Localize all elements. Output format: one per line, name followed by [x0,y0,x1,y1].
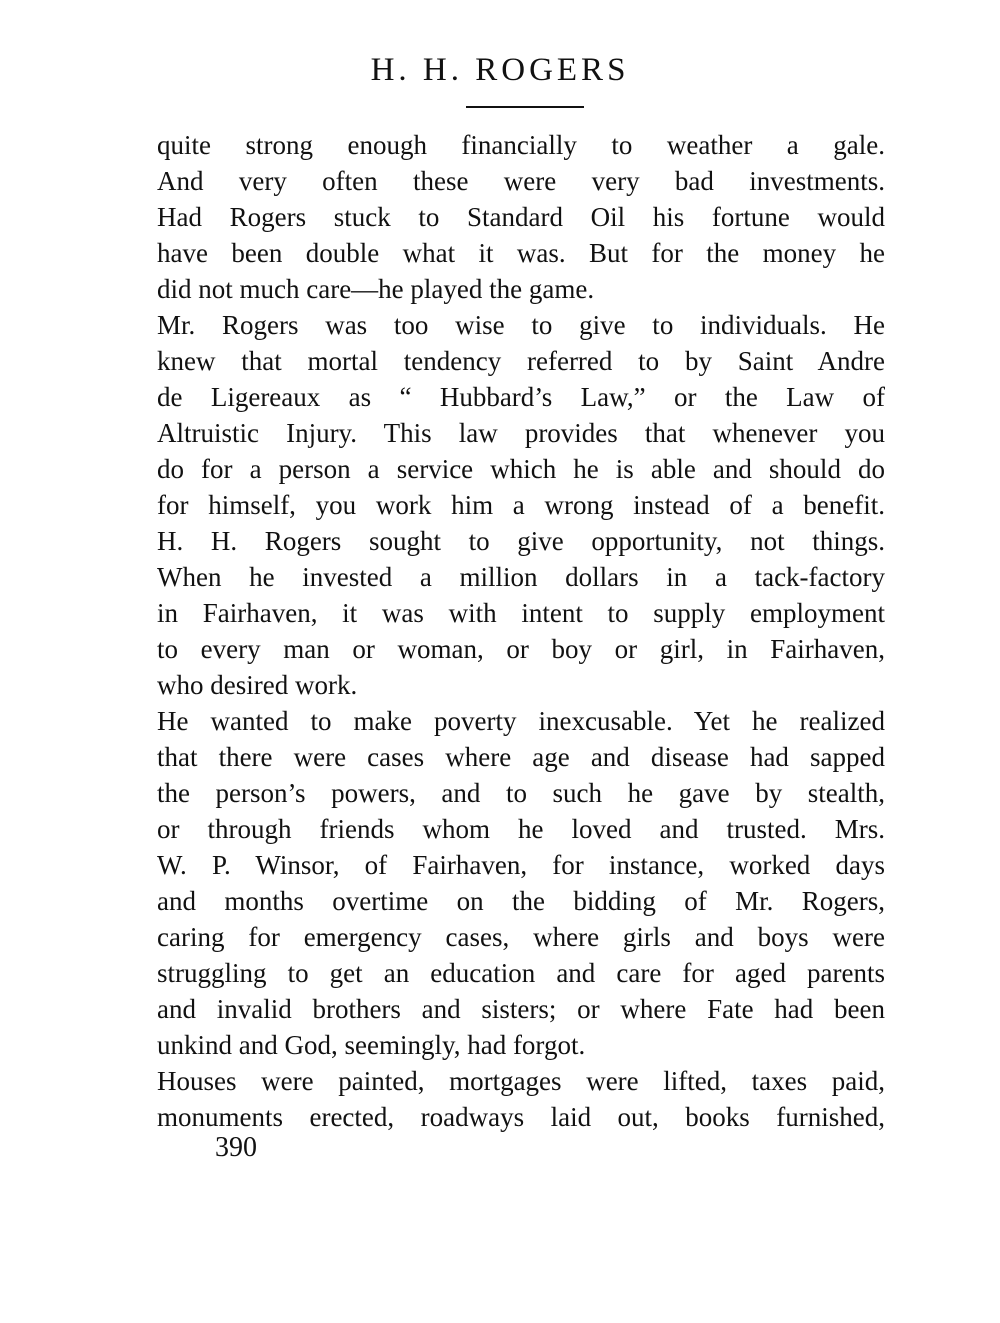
text-line: or through friends whom he loved and trusted. Mrs. [157,814,885,844]
body-text [157,127,885,1135]
text-line: struggling to get an education and care for aged parents [157,958,885,988]
text-line: for himself, you work him a wrong instead of a benefit. [157,490,885,520]
text-line: knew that mortal tendency referred to by Saint Andre [157,346,885,376]
text-line: did not much care—he played the game. [157,274,595,304]
text-line: de Ligereaux as “ Hubbard’s Law,” or the Law of [157,382,885,412]
text-line: He wanted to make poverty inexcusable. Yet he realized [157,706,885,736]
text-line: and invalid brothers and sisters; or where Fate had been [157,994,885,1024]
text-line: Altruistic Injury. This law provides that whenever you [157,418,885,448]
text-line: who desired work. [157,670,358,700]
text-line: H. H. Rogers sought to give opportunity, not things. [157,526,885,556]
text-line: in Fairhaven, it was with intent to supply employment [157,598,885,628]
page-number: 390 [215,1132,257,1163]
text-line: W. P. Winsor, of Fairhaven, for instance, worked days [157,850,885,880]
text-line: caring for emergency cases, where girls and boys were [157,922,885,952]
text-line: monuments erected, roadways laid out, books furnished, [157,1102,885,1132]
text-line: have been double what it was. But for the money he [157,238,885,268]
text-line: and months overtime on the bidding of Mr. Rogers, [157,886,885,916]
text-line: do for a person a service which he is able and should do [157,454,885,484]
text-line: When he invested a million dollars in a tack-factory [157,562,885,592]
text-line: unkind and God, seemingly, had forgot. [157,1030,586,1060]
text-line: quite strong enough financially to weather a gale. [157,130,885,160]
text-line: Houses were painted, mortgages were lifted, taxes paid, [157,1066,885,1096]
text-line: the person’s powers, and to such he gave by stealth, [157,778,885,808]
text-line: Mr. Rogers was too wise to give to individuals. He [157,310,885,340]
text-line: to every man or woman, or boy or girl, in Fairhaven, [157,634,885,664]
text-line: that there were cases where age and disease had sapped [157,742,885,772]
title-rule [466,106,584,108]
running-title: H. H. ROGERS [370,52,630,88]
text-line: Had Rogers stuck to Standard Oil his fortune would [157,202,885,232]
text-line: And very often these were very bad investments. [157,166,885,196]
